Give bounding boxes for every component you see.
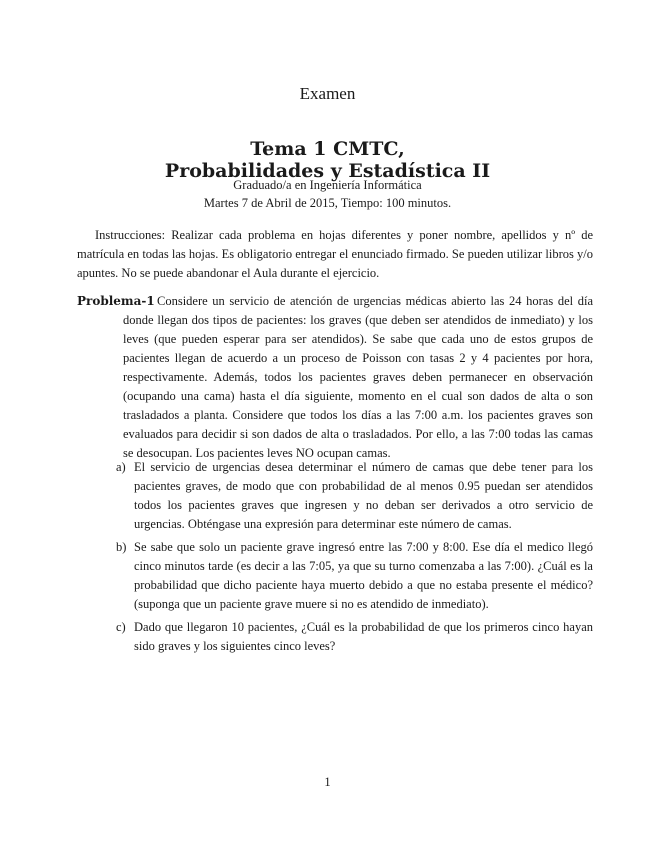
instructions-paragraph: Instrucciones: Realizar cada problema en hojas diferentes y poner nombre, apellidos y nº de matrícula en todas las hojas. Es obligatorio entregar el enunciado firmado. Se pueden utilizar libros y/o apuntes. No se puede abandonar el Aula durante el ejercicio. — [77, 228, 593, 280]
topic-title-line1: Tema 1 CMTC, — [250, 138, 405, 160]
list-item — [116, 458, 593, 534]
list-item — [116, 618, 593, 656]
part-label: c) — [116, 620, 126, 634]
exam-title: Examen — [299, 84, 356, 103]
problem-parts-list — [116, 458, 593, 660]
problem-label: Problema-1 — [77, 294, 155, 308]
date-time-line: Martes 7 de Abril de 2015, Tiempo: 100 minutos. — [203, 196, 452, 210]
part-text: El servicio de urgencias desea determinar el número de camas que debe tener para los pacientes graves, de modo que con probabilidad de al menos 0.95 puedan ser atendidos todos los pacientes graves que ingresen y no deban ser derivados a otro servicio de urgencias. Obténgase una expresión para determinar este número de camas. — [134, 460, 593, 531]
problem-block — [77, 292, 593, 463]
topic-title — [0, 138, 655, 182]
part-text: Se sabe que solo un paciente grave ingresó entre las 7:00 y 8:00. Ese día el medico llegó cinco minutos tarde (es decir a las 7:05, ya que su turno comenzaba a las 7:00). ¿Cuál es la probabilidad que dicho paciente haya muerto debido a que no estaba presente el médico? (suponga que un paciente grave muere si no es atendido de inmediato). — [134, 540, 593, 611]
part-label: b) — [116, 540, 127, 554]
page-number: 1 — [324, 775, 331, 789]
list-item — [116, 538, 593, 614]
problem-statement: Considere un servicio de atención de urgencias médicas abierto las 24 horas del día donde llegan dos tipos de pacientes: los graves (que deben ser atendidos de inmediato) y los leves (que pueden esperar para ser atendidos). Se sabe que cada uno de estos grupos de pacientes llegan de acuerdo a un proceso de Poisson con tasas 2 y 4 pacientes por hora, respectivamente. Además, todos los pacientes graves deben permanecer en observación (ocupando una cama) hasta el día siguiente, momento en el cual son dados de alta o son trasladados a planta. Considere que todos los días a las 7:00 a.m. los pacientes graves son evaluados para decidir si son dados de alta o trasladados. Por ello, a las 7:00 todas las camas se desocupan. Los pacientes leves NO ocupan camas. — [123, 294, 593, 460]
degree-line: Graduado/a en Ingeniería Informática — [233, 178, 422, 192]
part-text: Dado que llegaron 10 pacientes, ¿Cuál es la probabilidad de que los primeros cinco hayan sido graves y los siguientes cinco leves? — [134, 620, 593, 653]
part-label: a) — [116, 460, 126, 474]
topic-title-line2: Probabilidades y Estadística II — [164, 160, 491, 182]
